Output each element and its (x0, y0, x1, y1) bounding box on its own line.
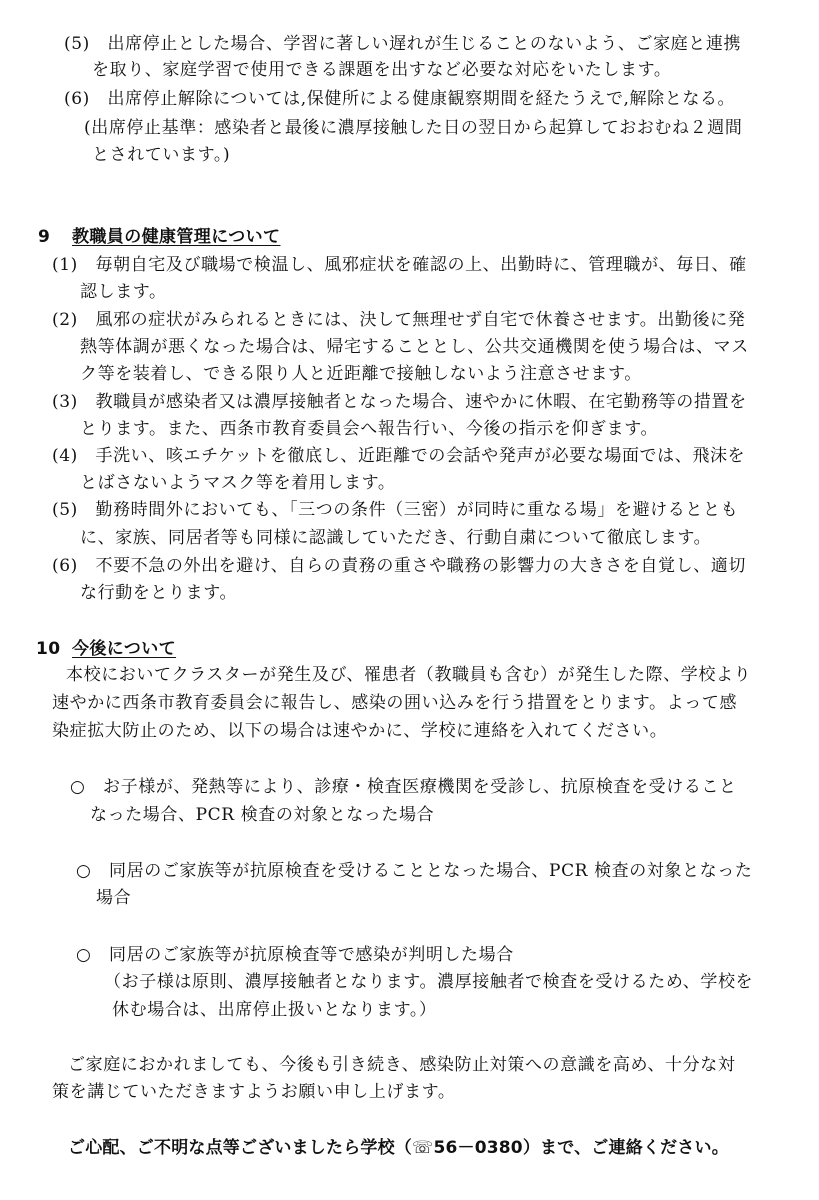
s9-item-4-line-1: (4) 手洗い、咳エチケットを徹底し、近距離での会話や発声が必要な場面では、飛沫を (52, 446, 746, 466)
s9-item-5-line-2: に、家族、同居者等も同様に認識していただき、行動自粛について徹底します。 (80, 528, 712, 548)
s9-item-5-line-1: (5) 勤務時間外においても、「三つの条件（三密）が同時に重なる場」を避けるととも (52, 500, 739, 520)
prev-item-5-line-1: (5) 出席停止とした場合、学習に著しい遅れが生じることのないよう、ご家庭と連携 (64, 34, 742, 54)
s9-item-4-line-2: とばさないようマスク等を着用します。 (80, 473, 396, 493)
s9-item-2-line-2: 熱等体調が悪くなった場合は、帰宅することとし、公共交通機関を使う場合は、マス (80, 337, 749, 357)
s9-item-1-line-2: 認します。 (80, 282, 167, 302)
s10-intro-line-2: 速やかに西条市教育委員会に報告し、感染の囲い込みを行う措置をとります。よって感 (52, 693, 738, 713)
s9-item-6-line-1: (6) 不要不急の外出を避け、自らの責務の重さや職務の影響力の大きさを自覚し、適切 (52, 556, 746, 576)
section-10-title: 今後について (72, 639, 177, 659)
s10-bullet-1-line-1: ○ お子様が、発熱等により、診療・検査医療機関を受診し、抗原検査を受けること (70, 777, 737, 797)
prev-item-6-line-1: (6) 出席停止解除については,保健所による健康観察期間を経たうえで,解除となる。 (64, 89, 736, 109)
s10-bullet-3-line-3: 休む場合は、出席停止扱いとなります。） (112, 1000, 437, 1020)
s10-bullet-3-line-1: ○ 同居のご家族等が抗原検査等で感染が判明した場合 (76, 945, 514, 965)
closing-line-1: ご家庭におかれましても、今後も引き続き、感染防止対策への意識を高め、十分な対 (68, 1055, 736, 1075)
s10-intro-line-1: 本校においてクラスターが発生及び、罹患者（教職員も含む）が発生した際、学校より (66, 665, 752, 685)
s10-bullet-1-line-2: なった場合、PCR 検査の対象となった場合 (90, 805, 435, 825)
section-10-number: 10 (36, 639, 61, 659)
closing-line-2: 策を講じていただきますようお願い申し上げます。 (52, 1082, 456, 1102)
s9-item-2-line-1: (2) 風邪の症状がみられるときには、決して無理せず自宅で休養させます。出勤後に発 (52, 310, 746, 330)
prev-item-6-line-2: (出席停止基準：感染者と最後に濃厚接触した日の翌日から起算しておおむね２週間 (84, 118, 743, 138)
s9-item-6-line-2: な行動をとります。 (80, 583, 238, 603)
section-10-heading (36, 636, 176, 662)
contact-line: ご心配、ご不明な点等ございましたら学校（☏56－0380）まで、ご連絡ください。 (68, 1138, 729, 1158)
s9-item-3-line-1: (3) 教職員が感染者又は濃厚接触者となった場合、速やかに休暇、在宅勤務等の措置を (52, 392, 747, 412)
s9-item-1-line-1: (1) 毎朝自宅及び職場で検温し、風邪症状を確認の上、出勤時に、管理職が、毎日、確 (52, 255, 747, 275)
s9-item-3-line-2: とります。また、西条市教育委員会へ報告行い、今後の指示を仰ぎます。 (80, 419, 659, 439)
s10-bullet-2-line-1: ○ 同居のご家族等が抗原検査を受けることとなった場合、PCR 検査の対象となった (76, 861, 753, 881)
section-9-number: 9 (38, 227, 51, 247)
section-9-title: 教職員の健康管理について (72, 227, 281, 247)
s9-item-2-line-3: ク等を装着し、できる限り人と近距離で接触しないよう注意させます。 (80, 364, 642, 384)
s10-bullet-2-line-2: 場合 (96, 888, 132, 908)
s10-bullet-3-line-2: （お子様は原則、濃厚接触者となります。濃厚接触者で検査を受けるため、学校を (104, 972, 754, 992)
s10-intro-line-3: 染症拡大防止のため、以下の場合は速やかに、学校に連絡を入れてください。 (52, 721, 668, 741)
section-9-heading (38, 224, 280, 250)
prev-item-5-line-2: を取り、家庭学習で使用できる課題を出すなど必要な対応をいたします。 (92, 60, 672, 80)
prev-item-6-line-3: とされています。) (92, 145, 231, 165)
